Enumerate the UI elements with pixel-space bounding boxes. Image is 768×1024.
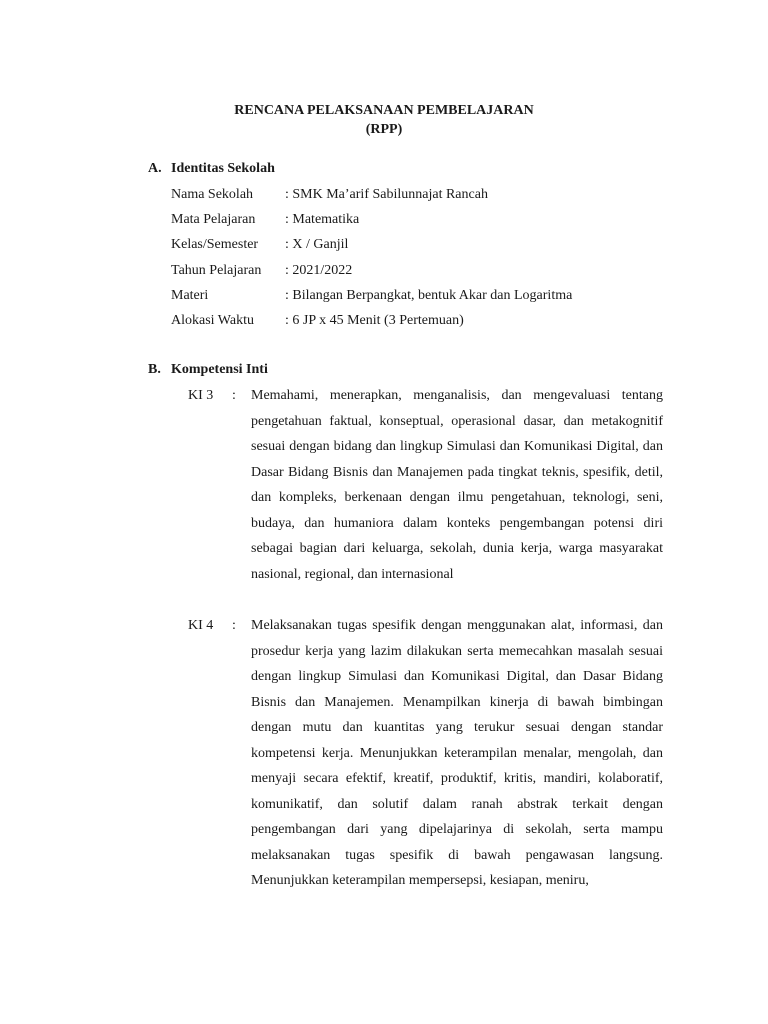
- ki-colon: :: [232, 618, 236, 633]
- ki-colon: :: [232, 388, 236, 403]
- section-b-heading: [148, 362, 268, 378]
- section-a-heading: [148, 161, 275, 177]
- ki-text: Memahami, menerapkan, menganalisis, dan mengevaluasi tentang pengetahuan faktual, konseptual, operasional dasar, dan metakognitif sesuai dengan bidang dan lingkup Simulasi dan Komunikasi Digital, dan Dasar Bidang Bisnis dan Manajemen pada tingkat teknis, spesifik, detil, dan kompleks, berkenaan dengan ilmu pengetahuan, teknologi, seni, budaya, dan humaniora dalam konteks pengembangan potensi diri sebagai bagian dari keluarga, sekolah, dunia kerja, warga masyarakat nasional, regional, dan internasional: [251, 388, 663, 582]
- ki-text: Melaksanakan tugas spesifik dengan menggunakan alat, informasi, dan prosedur kerja yang lazim dilakukan serta memecahkan masalah sesuai dengan lingkup Simulasi dan Komunikasi Digital, dan Dasar Bidang Bisnis dan Manajemen. Menampilkan kinerja di bawah bimbingan dengan mutu dan kuantitas yang terukur sesuai dengan standar kompetensi kerja. Menunjukkan keterampilan menalar, mengolah, dan menyaji secara efektif, kreatif, produktif, kritis, mandiri, kolaboratif, komunikatif, dan solutif dalam ranah abstrak terkait dengan pengembangan dari yang dipelajarinya di sekolah, serta mampu melaksanakan tugas spesifik di bawah pengawasan langsung. Menunjukkan keterampilan mempersepsi, kesiapan, meniru,: [251, 618, 663, 888]
- identity-label: Materi: [171, 288, 209, 303]
- identity-label: Kelas/Semester: [171, 237, 259, 252]
- identity-value: : 2021/2022: [285, 263, 353, 278]
- identity-label: Nama Sekolah: [171, 187, 254, 202]
- identity-row-class: [171, 235, 348, 255]
- identity-value: : SMK Ma’arif Sabilunnajat Rancah: [285, 187, 488, 202]
- section-b-letter: B.: [148, 362, 161, 377]
- section-a-letter: A.: [148, 161, 162, 176]
- ki-label: KI 4: [188, 618, 214, 633]
- identity-row-subject: [171, 210, 359, 230]
- identity-label: Alokasi Waktu: [171, 313, 254, 328]
- identity-row-school: [171, 185, 488, 205]
- identity-row-material: [171, 286, 572, 306]
- ki-label: KI 3: [188, 388, 214, 403]
- identity-row-time: [171, 311, 464, 331]
- section-b-title: Kompetensi Inti: [171, 362, 268, 377]
- identity-label: Tahun Pelajaran: [171, 263, 262, 278]
- identity-row-year: [171, 261, 352, 281]
- document-subtitle: (RPP): [365, 122, 403, 137]
- identity-value: : Matematika: [285, 212, 360, 227]
- identity-value: : X / Ganjil: [285, 237, 349, 252]
- document-title: RENCANA PELAKSANAAN PEMBELAJARAN: [234, 103, 534, 118]
- identity-label: Mata Pelajaran: [171, 212, 256, 227]
- section-a-title: Identitas Sekolah: [171, 161, 275, 176]
- identity-value: : 6 JP x 45 Menit (3 Pertemuan): [285, 313, 464, 328]
- identity-value: : Bilangan Berpangkat, bentuk Akar dan Logaritma: [285, 288, 573, 303]
